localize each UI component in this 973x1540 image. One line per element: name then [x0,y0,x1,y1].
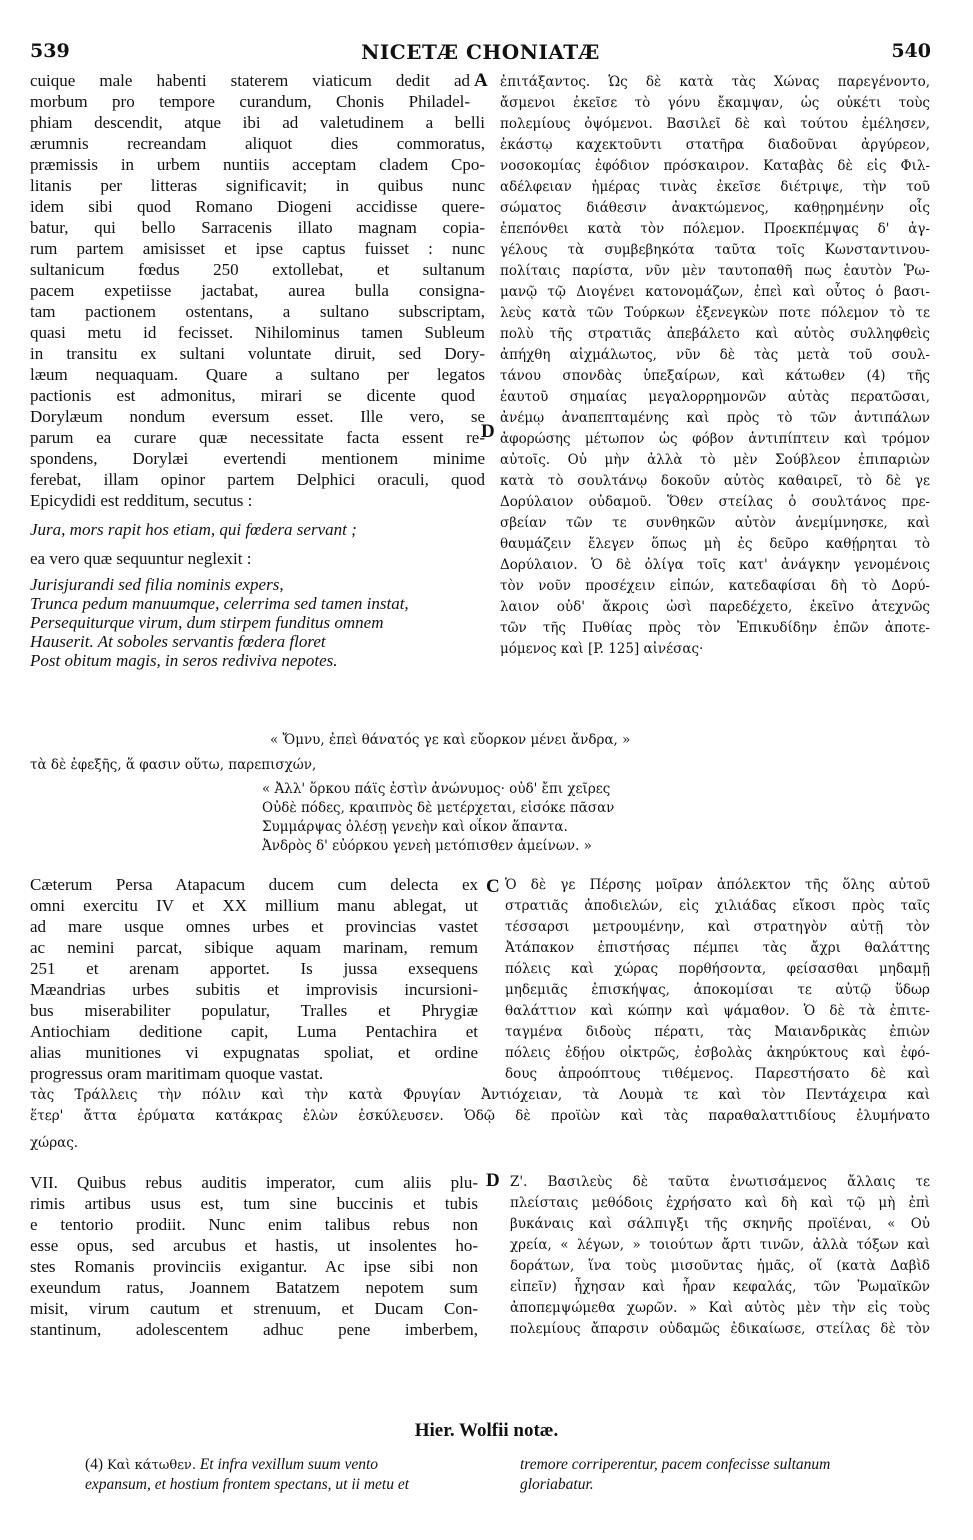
text-line: batur, qui bello Sarracenis illato magnam copia- [30,218,485,237]
notes-heading: Hier. Wolfii notæ. [414,1420,559,1441]
running-header [30,40,931,64]
note-text: Et infra vexillum suum vento [195,1456,379,1473]
greek-after-oracle [30,755,930,776]
text-line: ἐπεπόνθει κατὰ τὸν πόλεμον. Προεκπέμψας δ' ἀγ- [500,221,930,237]
text-line: ad mare usque omnes urbes et provincias vastet [30,917,478,936]
text-line: Cæterum Persa Atapacum ducem cum delecta ex [30,875,478,894]
text-line: πόλεις καὶ χώρας πορθήσοντα, φείσασθαι μηδαμῇ [505,961,930,977]
text-line: πολὺ τῆς στρατιᾶς ἀπεβάλετο καὶ αὐτὸς συλληφθεὶς [500,326,930,342]
text-line: ἀποπεμψώμεθα χωρῶν. » Καὶ αὐτὸς μὲν τὴν εἰς τοὺς [510,1300,930,1316]
verse-line: Post obitum magis, in seros rediviva nepotes. [30,651,338,670]
section-marker-a: A [474,70,488,91]
text-line: αὐτοῖς. Οὐ μὴν ἀλλὰ τὸ μὲν Σούβλεον ἐπιπαριὼν [500,452,930,468]
greek-column-middle [505,875,930,1085]
text-line: progressus oram maritimam quoque vastat. [30,1064,324,1083]
note-line: gloriabatur. [520,1476,594,1493]
text-line: λαιον οὐδ' ἄκροις ὠσὶ παρεδέχετο, ἐκεῖνο ἀτεχνῶς [500,599,930,615]
page-number-right: 540 [891,40,931,62]
verse-line: Trunca pedum manuumque, celerrima sed tamen instat, [30,594,409,613]
text-line: litanis per litteras significavit; in quibus nunc [30,176,485,195]
verse-line: « Ὄμνυ, ἐπεὶ θάνατός γε καὶ εὔορκον μένει ἄνδρα, » [270,732,631,748]
section-marker-d: D [481,421,495,442]
verse-line: Persequiturque virum, dum stirpem funditus omnem [30,613,384,632]
greek-column-top [500,72,930,660]
text-line: ἐπιτάξαντος. Ὡς δὲ κατὰ τὰς Χώνας παρεγένοντο, [500,74,930,90]
verse-line: Οὐδὲ πόδες, κραιπνὸς δὲ μετέρχεται, εἰσόκε πᾶσαν [262,800,615,816]
text-line: ἑαυτοῦ σημαίας μεγαλορρημονῶν αὐτὰς περατῶσαι, [500,389,930,405]
verse-line: « Ἀλλ' ὅρκου πάϊς ἐστὶν ἀνώνυμος· οὐδ' ἔπι χεῖρες [262,781,611,797]
text-line: νοσοκομίας ἐφόδιον πρόσκαιρον. Καταβὰς δὲ εἰς Φιλ- [500,158,930,174]
latin-column-bottom [30,1172,485,1340]
text-line: δοράτων, ἵνα τοὺς μισοῦντας ἡμᾶς, οἵ (κατὰ Δαβὶδ [510,1258,930,1274]
text-line: ἀφορώσης μέτωπον ὡς φόβον ἀντιπίπτειν καὶ τρόμον [500,431,930,447]
text-line: μηδεμιᾶς ἐπισκήψας, ἀποκομίσαι τε αὐτῷ ὕδωρ [505,982,930,998]
text-line: parum ea curare quæ necessitate facta essent re- [30,428,485,447]
note-line: tremore corriperentur, pacem confecisse sultanum [520,1456,831,1473]
text-line: Dorylæum nondum eversum esset. Ille vero, se [30,407,485,426]
note-right [520,1455,930,1495]
greek-column-bottom [510,1172,930,1340]
text-line: λεὺς κατὰ τῶν Τούρκων ἐξενεγκὼν ποτε πόλεμον τὸ τε [500,305,930,321]
text-line: πόλεις ἐδῄου οἰκτρῶς, ἐσβολὰς ἀκηρύκτους καὶ ἐφό- [505,1045,930,1061]
text-line: rimis artibus usus est, tum sine buccinis et tubis [30,1194,478,1213]
text-line: γέλους τὰ συμβεβηκότα ταῦτα τοῖς Κωνσταντινου- [500,242,930,258]
text-line: θαυμάζειν ἔλεγεν ὅπως μὴ ἐς δεῦρο καθῄρηται τὸ [500,536,930,552]
text-line: stes Romanis provinciis exigantur. Ac ipse sibi non [30,1257,478,1276]
verse-line: Hauserit. At soboles servantis fœdera floret [30,632,326,651]
text-line: idem sibi quod Romano Diogeni accidisse quere- [30,197,485,216]
text-line: ἀπήχθη αἰχμάλωτος, νῦν δὲ τὰς μετὰ τοῦ σουλ- [500,347,930,363]
text-line: tam pactionem ostentans, a sultano subscriptam, [30,302,485,321]
text-line: ea vero quæ sequuntur neglexit : [30,549,252,568]
text-line: Ζ'. Βασιλεὺς δὲ ταῦτα ἐνωτισάμενος ἄλλαις τε [510,1174,930,1190]
text-line: 251 et arenam apportet. Is jussa exsequens [30,959,478,978]
text-line: ταγμένα διδοὺς πέρατι, τὰς Μαιανδρικὰς ἐπιὼν [505,1024,930,1040]
text-line: spondens, Dorylæi evertendi mentionem minime [30,449,485,468]
text-line: Antiochiam deditione capit, Luma Pentachira et [30,1022,478,1041]
text-line: ærumnis recreandam aliquot dies commoratus, [30,134,485,153]
text-line: ἑκάστῳ καχεκτοῦντι στατῆρα διαδοῦναι ἀργύρεον, [500,137,930,153]
text-line: τὰς Τράλλεις τὴν πόλιν καὶ τὴν κατὰ Φρυγίαν Ἀντιόχειαν, τὰ Λουμὰ τε καὶ τὸν Πεντάχειρα καὶ [30,1087,930,1103]
text-line: esse opus, sed arcubus et hastis, ut insolentes ho- [30,1236,478,1255]
text-line: Ἀτάπακον ἐπιστήσας πέμπει τὰς ἄχρι θαλάττης [505,940,930,956]
latin-column-middle [30,874,485,1084]
text-line: μόμενος καὶ [P. 125] αἰνέσας· [500,641,704,657]
text-line: Mæandrias urbes subitis et improvisis incursioni- [30,980,478,999]
running-title: NICETÆ CHONIATÆ [361,40,600,64]
text-line: læum nequaquam. Quare a sultano per legatos [30,365,485,384]
greek-verse-block [262,780,682,856]
text-line: Epicydidi est redditum, secutus : [30,491,253,510]
text-line: σώματος διάθεσιν ἀνακτώμενος, καθῃρημένην οἷς [500,200,930,216]
text-line: ferebat, illam opinor partem Delphici oraculi, quod [30,470,485,489]
text-line: ἀνέμῳ ἀναπεπταμένης καὶ πρὸς τὸ τῶν ἀντιπάλων [500,410,930,426]
section-marker-d-second: D [486,1170,500,1191]
text-line: ac nemini parcat, sibique aquam marinam, remum [30,938,478,957]
text-line: πλείσταις μεθόδοις ἐχρήσατο καὶ δὴ καὶ τῷ μὴ ἐπὶ [510,1195,930,1211]
text-line: pacem expetiisse jactabat, aurea bulla consigna- [30,281,485,300]
text-line: τέσσαρσι μετρουμένην, καὶ στρατηγὸν αὐτῇ τὸν [505,919,930,935]
text-line: τῶν τῆς Πυθίας πρὸς τὸν Ἐπικυδίδην ἐπῶν ἀποτε- [500,620,930,636]
note-lemma: Καὶ κάτωθεν. [106,1458,196,1473]
text-line: κατὰ τὸ σουλτάνῳ δοκοῦν αὐτὸς καθαιρεῖ, τὸ δὲ γε [500,473,930,489]
text-line: alias munitiones vi expugnatas spoliat, et ordine [30,1043,478,1062]
text-line: quasi metu id fecisset. Nihilominus tamen Subleum [30,323,485,342]
text-line: omni exercitu IV et XX millium manu ablegat, ut [30,896,478,915]
text-line: χρεία, « λέγων, » τοιούτων ἄρτι τινῶν, ἀλλὰ τόξων καὶ [510,1237,930,1253]
text-line: μανῷ τῷ Διογένει κατονομάζων, ἐπεὶ καὶ οὗτος ὁ βασι- [500,284,930,300]
page-number-left: 539 [30,40,70,62]
text-line: δους ἀπροόπτους τιθέμενος. Παρεστήσατο δὲ καὶ [505,1066,930,1082]
text-line: ἄσμενοι ἐκεῖσε τὸ γόνυ ἔκαμψαν, ὡς οὐκέτι τοὺς [500,95,930,111]
text-line: e tentorio prodiit. Nunc enim talibus rebus non [30,1215,478,1234]
note-line: expansum, et hostium frontem spectans, ut ii metu et [85,1476,410,1493]
text-line: cuique male habenti staterem viaticum dedit ad [30,71,470,90]
text-line: in transitu ex sultani voluntate diruit, sed Dory- [30,344,485,363]
text-line: πολεμίους ἄπαρσιν οὐδαμῶς ἐδικαίωσε, στείλας δὲ τὸν [510,1321,930,1337]
note-number: (4) [85,1456,104,1473]
note-line [85,1455,505,1475]
text-line: ἕτερ' ἄττα ἐρύματα κατάκρας ἑλὼν ἐσκύλευσεν. Ὁδῷ δὲ προϊὼν καὶ τὰς παραθαλαττιδίους ἐλυμήνατο [30,1108,930,1124]
note-left [85,1455,505,1495]
text-line: πολεμίους ὀψόμενοι. Βασιλεῖ δὲ καὶ τούτου ἐμέλησεν, [500,116,930,132]
verse-line: Jura, mors rapit hos etiam, qui fœdera servant ; [30,520,357,539]
text-line: χώρας. [30,1135,79,1151]
text-line: phiam descendit, atque ibi ad valetudinem a belli [30,113,485,132]
text-line: τὰ δὲ ἐφεξῆς, ἅ φασιν οὕτω, παρεπισχών, [30,757,317,773]
text-line: rum partem amisisset et ipse captus fuisset : nunc [30,239,485,258]
text-line: αδέλφειαν ἡμέρας τινὰς ἐκεῖσε διέτριψε, τὴν τοῦ [500,179,930,195]
text-line: Δορύλαιον οὐδαμοῦ. Ὅθεν στείλας ὁ σουλτάνος πρε- [500,494,930,510]
latin-column-top [30,70,485,670]
section-marker-c: C [486,876,500,897]
text-line: stantinum, adolescentem adhuc pene imberbem, [30,1320,478,1339]
text-line: τὸν νοῦν προσέχειν εἰπών, κατεδαφίσαι δὴ τὸ Δορύ- [500,578,930,594]
text-line: Ὁ δὲ γε Πέρσης μοῖραν ἀπόλεκτον τῆς ὅλης αὐτοῦ [505,877,930,893]
text-line: exeundum ratus, Joannem Batatzem nepotem sum [30,1278,478,1297]
text-line: τάνου σπονδὰς ὑπεξαίρων, καὶ κάτωθεν (4) τῆς [500,368,930,384]
greek-oracle-line [270,730,920,751]
text-line: εἰπεῖν) ἦχησαν καὶ ἦραν κεφαλάς, τῶν Ῥωμαϊκῶν [510,1279,930,1295]
greek-full-width [30,1085,930,1154]
text-line: pactionis est admonitus, mirari se dicente quod [30,386,475,405]
text-line: Δορύλαιον. Ὁ δὲ ὀλίγα τοῖς κατ' ἀνάγκην γενομένοις [500,557,930,573]
text-line: θαλάττιον καὶ κώπην καὶ ψάμαθον. Ὁ δὲ τὰ ἐπιτε- [505,1003,930,1019]
text-line: misit, virum cautum et strenuum, et Ducam Con- [30,1299,478,1318]
text-line: bus miserabiliter populatur, Tralles et Phrygiæ [30,1001,478,1020]
text-line: præmissis in urbem nuntiis acceptam cladem Cpo- [30,155,485,174]
verse-line: Συμμάρψας ὀλέσῃ γενεὴν καὶ οἶκον ἅπαντα. [262,819,568,835]
latin-verse-block [30,575,485,670]
text-line: σβείαν τῶν τε συνθηκῶν αὐτὸν ἀνεμίμνησκε, καὶ [500,515,930,531]
verse-line: Jurisjurandi sed filia nominis expers, [30,575,284,594]
text-line: sultanicum fœdus 250 extollebat, et sultanum [30,260,485,279]
text-line: πολίταις παρίστα, νῦν μὲν ταυτοπαθῆ πως ἑαυτὸν Ῥω- [500,263,930,279]
text-line: βυκάναις καὶ σάλπιγξι τῆς σκηνῆς προϊέναι, « Οὐ [510,1216,930,1232]
text-line: VII. Quibus rebus auditis imperator, cum aliis plu- [30,1173,478,1192]
text-line: morbum pro tempore curandum, Chonis Philadel- [30,92,470,111]
text-line: στρατιᾶς ἀποδιελών, εἰς χιλιάδας εἴκοσι πρὸς ταῖς [505,898,930,914]
verse-line: Ἀνδρὸς δ' εὐόρκου γενεὴ μετόπισθεν ἀμείνων. » [262,838,592,854]
